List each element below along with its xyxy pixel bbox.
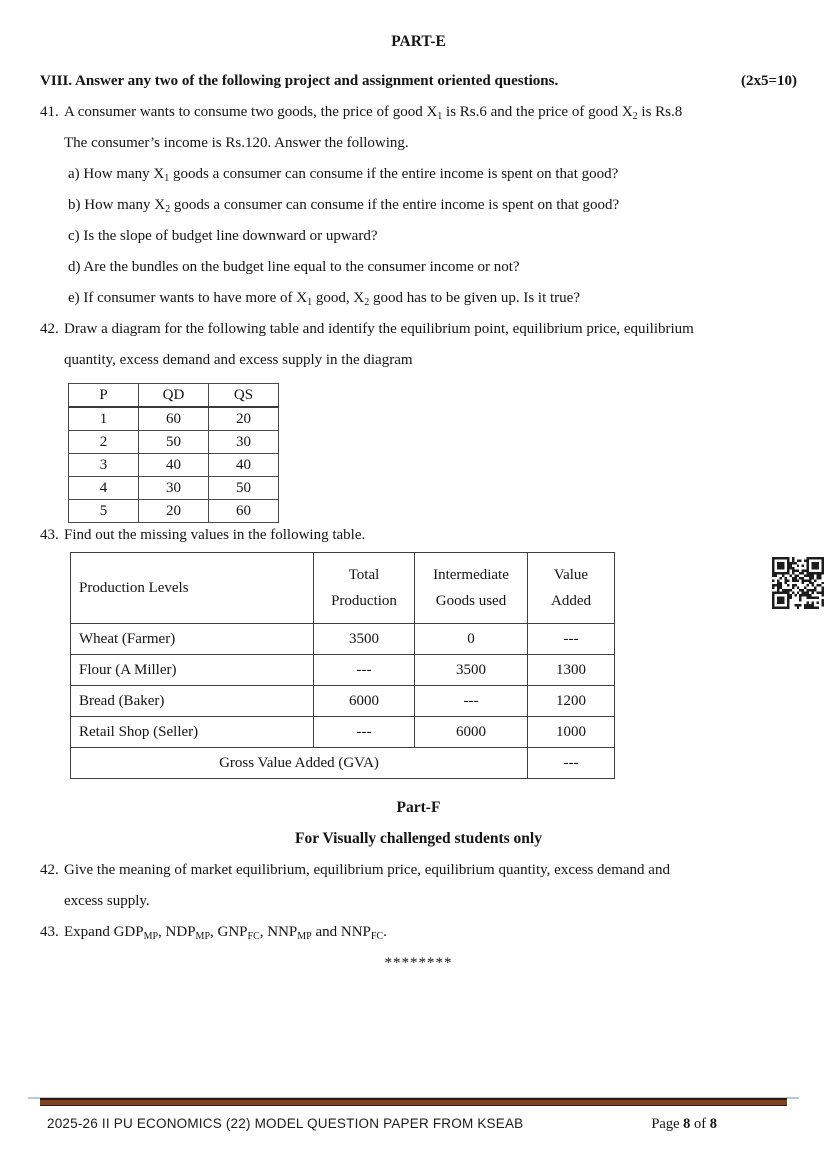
question-42 bbox=[40, 321, 797, 338]
header-value-added: Value Added bbox=[528, 553, 615, 624]
question-42-text: Draw a diagram for the following table and identify the equilibrium point, equilibrium price, equilibrium bbox=[64, 321, 694, 337]
header-intermediate-goods: Intermediate Goods used bbox=[415, 553, 528, 624]
header-qd: QD bbox=[139, 384, 209, 408]
table-row: 5 20 60 bbox=[69, 500, 279, 523]
table-footer-row bbox=[71, 748, 615, 779]
section-viii-marks: (2x5=10) bbox=[740, 73, 797, 89]
question-41a: a) How many $X_1$ goods a consumer can consume if the entire income is spent on that good? bbox=[68, 166, 619, 184]
footer-document-title: 2025-26 II PU ECONOMICS (22) MODEL QUESTION PAPER FROM KSEAB bbox=[47, 1116, 524, 1131]
demand-supply-table bbox=[68, 383, 279, 523]
part-f-title: Part-F bbox=[396, 799, 441, 816]
question-42f-text: Give the meaning of market equilibrium, equilibrium price, equilibrium quantity, excess demand and bbox=[64, 862, 670, 878]
question-41d: d) Are the bundles on the budget line equal to the consumer income or not? bbox=[68, 259, 520, 275]
question-42-line2: quantity, excess demand and excess supply in the diagram bbox=[64, 352, 413, 368]
question-41b: b) How many $X_2$ goods a consumer can consume if the entire income is spent on that good? bbox=[68, 197, 620, 215]
question-43f-number: 43. bbox=[40, 924, 59, 940]
header-qs: QS bbox=[209, 384, 279, 408]
question-41e: e) If consumer wants to have more of $X_1$ good, $X_2$ good has to be given up. Is it true? bbox=[68, 290, 580, 308]
gva-value: --- bbox=[528, 748, 615, 779]
table-row: Flour (A Miller) --- 3500 1300 bbox=[71, 655, 615, 686]
table-header-row bbox=[69, 384, 279, 408]
table-row: Wheat (Farmer) 3500 0 --- bbox=[71, 624, 615, 655]
qr-code-icon bbox=[772, 557, 824, 609]
table-header-row bbox=[71, 553, 615, 624]
question-41-line2: The consumer’s income is Rs.120. Answer the following. bbox=[64, 135, 409, 151]
part-e-title: PART-E bbox=[391, 33, 446, 50]
question-43-number: 43. bbox=[40, 527, 59, 543]
header-total-production: Total Production bbox=[314, 553, 415, 624]
part-f-subtitle: For Visually challenged students only bbox=[295, 830, 542, 847]
section-viii-text: VIII. Answer any two of the following project and assignment oriented questions. bbox=[40, 73, 559, 89]
question-43-text: Find out the missing values in the following table. bbox=[64, 527, 366, 543]
table-row: 3 40 40 bbox=[69, 454, 279, 477]
production-table bbox=[70, 552, 615, 779]
end-of-paper-marks: ******** bbox=[384, 955, 453, 971]
question-43f-text: Expand $GDP_{MP}$, $NDP_{MP}$, $GNP_{FC}$, $NNP_{MP}$ and $NNP_{FC}$. bbox=[64, 924, 387, 942]
question-41c: c) Is the slope of budget line downward or upward? bbox=[68, 228, 378, 244]
table-row: Bread (Baker) 6000 --- 1200 bbox=[71, 686, 615, 717]
table-row: 2 50 30 bbox=[69, 431, 279, 454]
question-42f bbox=[40, 862, 797, 879]
footer-page-number: Page 8 of 8 bbox=[651, 1116, 717, 1132]
footer-rule-brown bbox=[40, 1098, 787, 1106]
section-viii-heading bbox=[40, 73, 797, 90]
table-row: Retail Shop (Seller) --- 6000 1000 bbox=[71, 717, 615, 748]
question-42f-line2: excess supply. bbox=[64, 893, 150, 909]
question-42f-number: 42. bbox=[40, 862, 59, 878]
page-content bbox=[40, 33, 797, 972]
header-production-levels: Production Levels bbox=[71, 553, 314, 624]
page-footer bbox=[47, 1116, 787, 1133]
table-row: 4 30 50 bbox=[69, 477, 279, 500]
gva-label: Gross Value Added (GVA) bbox=[71, 748, 528, 779]
question-43f bbox=[40, 924, 797, 941]
table-row: 1 60 20 bbox=[69, 407, 279, 431]
question-41 bbox=[40, 104, 797, 121]
question-41-number: 41. bbox=[40, 104, 59, 120]
question-42-number: 42. bbox=[40, 321, 59, 337]
header-price: P bbox=[69, 384, 139, 408]
question-41-text: A consumer wants to consume two goods, the price of good $X_1$ is Rs.6 and the price of good $X_2$ is Rs.8 bbox=[64, 104, 683, 122]
question-43 bbox=[40, 527, 797, 544]
